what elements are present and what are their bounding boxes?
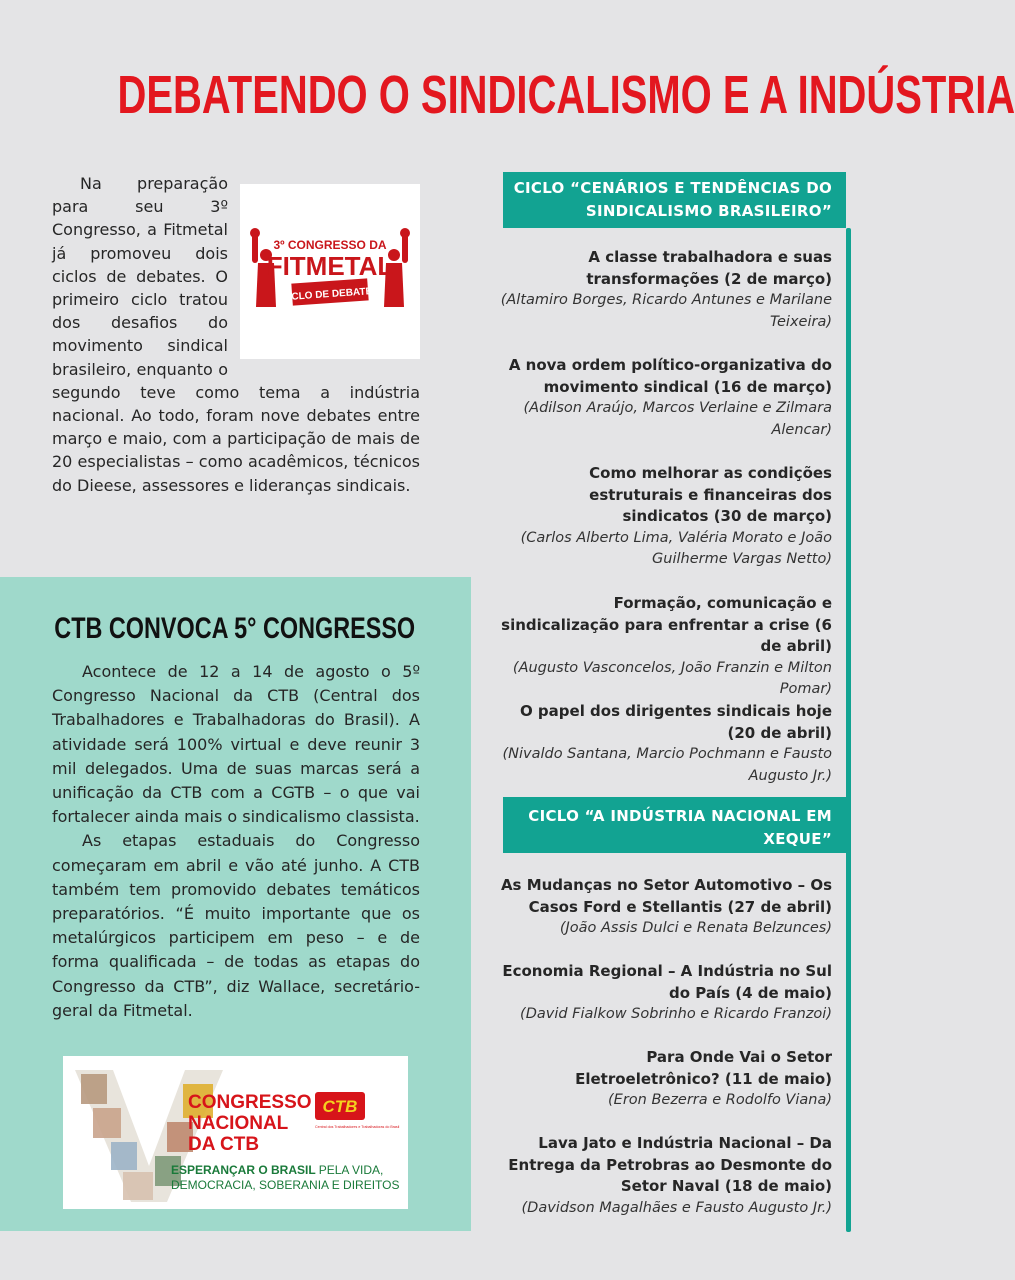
ctb-heading: CTB CONVOCA 5° CONGRESSO <box>54 612 416 645</box>
debate-speakers: (Augusto Vasconcelos, João Franzin e Milton Pomar) <box>512 659 832 698</box>
debate-title: Economia Regional – A Indústria no Sul do País (4 de maio) <box>502 962 832 1002</box>
cycle2-header: CICLO “A INDÚSTRIA NACIONAL EM XEQUE” <box>503 797 846 853</box>
ctb-paragraph-1: Acontece de 12 a 14 de agosto o 5º Congresso Nacional da CTB (Central dos Trabalhadores e Trabalhadoras do Brasil). A atividade será 100% virtual e deve reunir 3 mil delegados. Uma de suas marcas será a unificação da CTB com a CGTB – o que vai fortalecer ainda mais o sindicalismo classista. <box>52 662 420 827</box>
debate-speakers: (David Fialkow Sobrinho e Ricardo Franzoi) <box>520 1006 832 1023</box>
ctb-congress-banner <box>63 1056 408 1209</box>
debate-item <box>500 1133 832 1219</box>
debate-title: A classe trabalhadora e suas transformações (2 de março) <box>586 248 832 288</box>
page-title: DEBATENDO O SINDICALISMO E A INDÚSTRIA <box>117 65 1015 125</box>
slogan-bold: ESPERANÇAR O BRASIL <box>171 1163 316 1177</box>
cycle1-header: CICLO “CENÁRIOS E TENDÊNCIAS DO SINDICALISMO BRASILEIRO” <box>503 172 846 228</box>
intro-paragraph: Na preparação para seu 3º Congresso, a Fitmetal já promoveu dois ciclos de debates. O primeiro ciclo tratou dos desafios do movimento sindical brasileiro, enquanto o segundo teve como tema a indústria nacional. Ao todo, foram nove debates entre março e maio, com a participação de mais de 20 especialistas – como acadêmicos, técnicos do Dieese, assessores e lideranças sindicais. <box>52 174 420 495</box>
debate-title: As Mudanças no Setor Automotivo – Os Casos Ford e Stellantis (27 de abril) <box>500 876 832 916</box>
debate-title: Formação, comunicação e sindicalização para enfrentar a crise (6 de abril) <box>501 594 832 656</box>
logo-line1: 3º CONGRESSO DA <box>273 237 387 252</box>
banner-line1: CONGRESSO <box>188 1092 312 1113</box>
cycle2-debate-list <box>500 875 832 1219</box>
ctb-paragraph-2: As etapas estaduais do Congresso começaram em abril e vão até junho. A CTB também tem promovido debates temáticos preparatórios. “É muito importante que os metalúrgicos participem em peso – e de forma qualificada – de todas as etapas do Congresso da CTB”, diz Wallace, secretário-geral da Fitmetal. <box>52 831 420 1020</box>
debate-item <box>500 701 832 787</box>
debate-speakers: (João Assis Dulci e Renata Belzunces) <box>559 920 832 937</box>
debate-item <box>500 961 832 1047</box>
debate-speakers: (Adilson Araújo, Marcos Verlaine e Zilmara Alencar) <box>523 400 832 438</box>
debate-item <box>500 355 832 463</box>
right-accent-bar <box>846 228 851 1232</box>
debate-speakers: (Carlos Alberto Lima, Valéria Morato e João Guilherme Vargas Netto) <box>520 529 832 568</box>
ctb-badge-caption: Central dos Trabalhadores e Trabalhadoras do Brasil <box>315 1125 400 1129</box>
debate-speakers: (Eron Bezerra e Rodolfo Viana) <box>608 1092 832 1109</box>
debate-item <box>500 463 832 593</box>
intro-article <box>52 172 420 497</box>
debate-title: Como melhorar as condições estruturais e financeiras dos sindicatos (30 de março) <box>589 464 832 526</box>
cycle1-debate-list <box>500 247 832 787</box>
ctb-badge-text: CTB <box>322 1097 358 1116</box>
logo-line2: FITMETAL <box>266 250 394 281</box>
logo-line3: CICLO DE DEBATES <box>281 285 380 303</box>
debate-speakers: (Nivaldo Santana, Marcio Pochmann e Fausto Augusto Jr.) <box>502 746 832 784</box>
debate-item <box>500 875 832 961</box>
ctb-article <box>52 660 420 1023</box>
slogan-line2: DEMOCRACIA, SOBERANIA E DIREITOS <box>171 1178 400 1192</box>
debate-title: Lava Jato e Indústria Nacional – Da Entrega da Petrobras ao Desmonte do Setor Naval (18 de maio) <box>508 1134 832 1196</box>
debate-item <box>500 1047 832 1133</box>
debate-speakers: (Davidson Magalhães e Fausto Augusto Jr.) <box>521 1199 832 1216</box>
debate-title: O papel dos dirigentes sindicais hoje (20 de abril) <box>519 702 832 742</box>
banner-line2: NACIONAL <box>188 1113 289 1134</box>
debate-item <box>500 593 832 701</box>
debate-speakers: (Altamiro Borges, Ricardo Antunes e Marilane Teixeira) <box>500 292 832 330</box>
slogan-rest: PELA VIDA, <box>318 1163 384 1177</box>
banner-line3: DA CTB <box>188 1134 260 1155</box>
svg-text:ESPERANÇAR O BRASILPELA VIDA, <box>171 1163 383 1177</box>
debate-item <box>500 247 832 355</box>
debate-title: Para Onde Vai o Setor Eletroeletrônico? (11 de maio) <box>575 1048 832 1088</box>
fitmetal-congress-logo <box>240 184 420 359</box>
debate-title: A nova ordem político-organizativa do movimento sindical (16 de março) <box>508 356 832 396</box>
